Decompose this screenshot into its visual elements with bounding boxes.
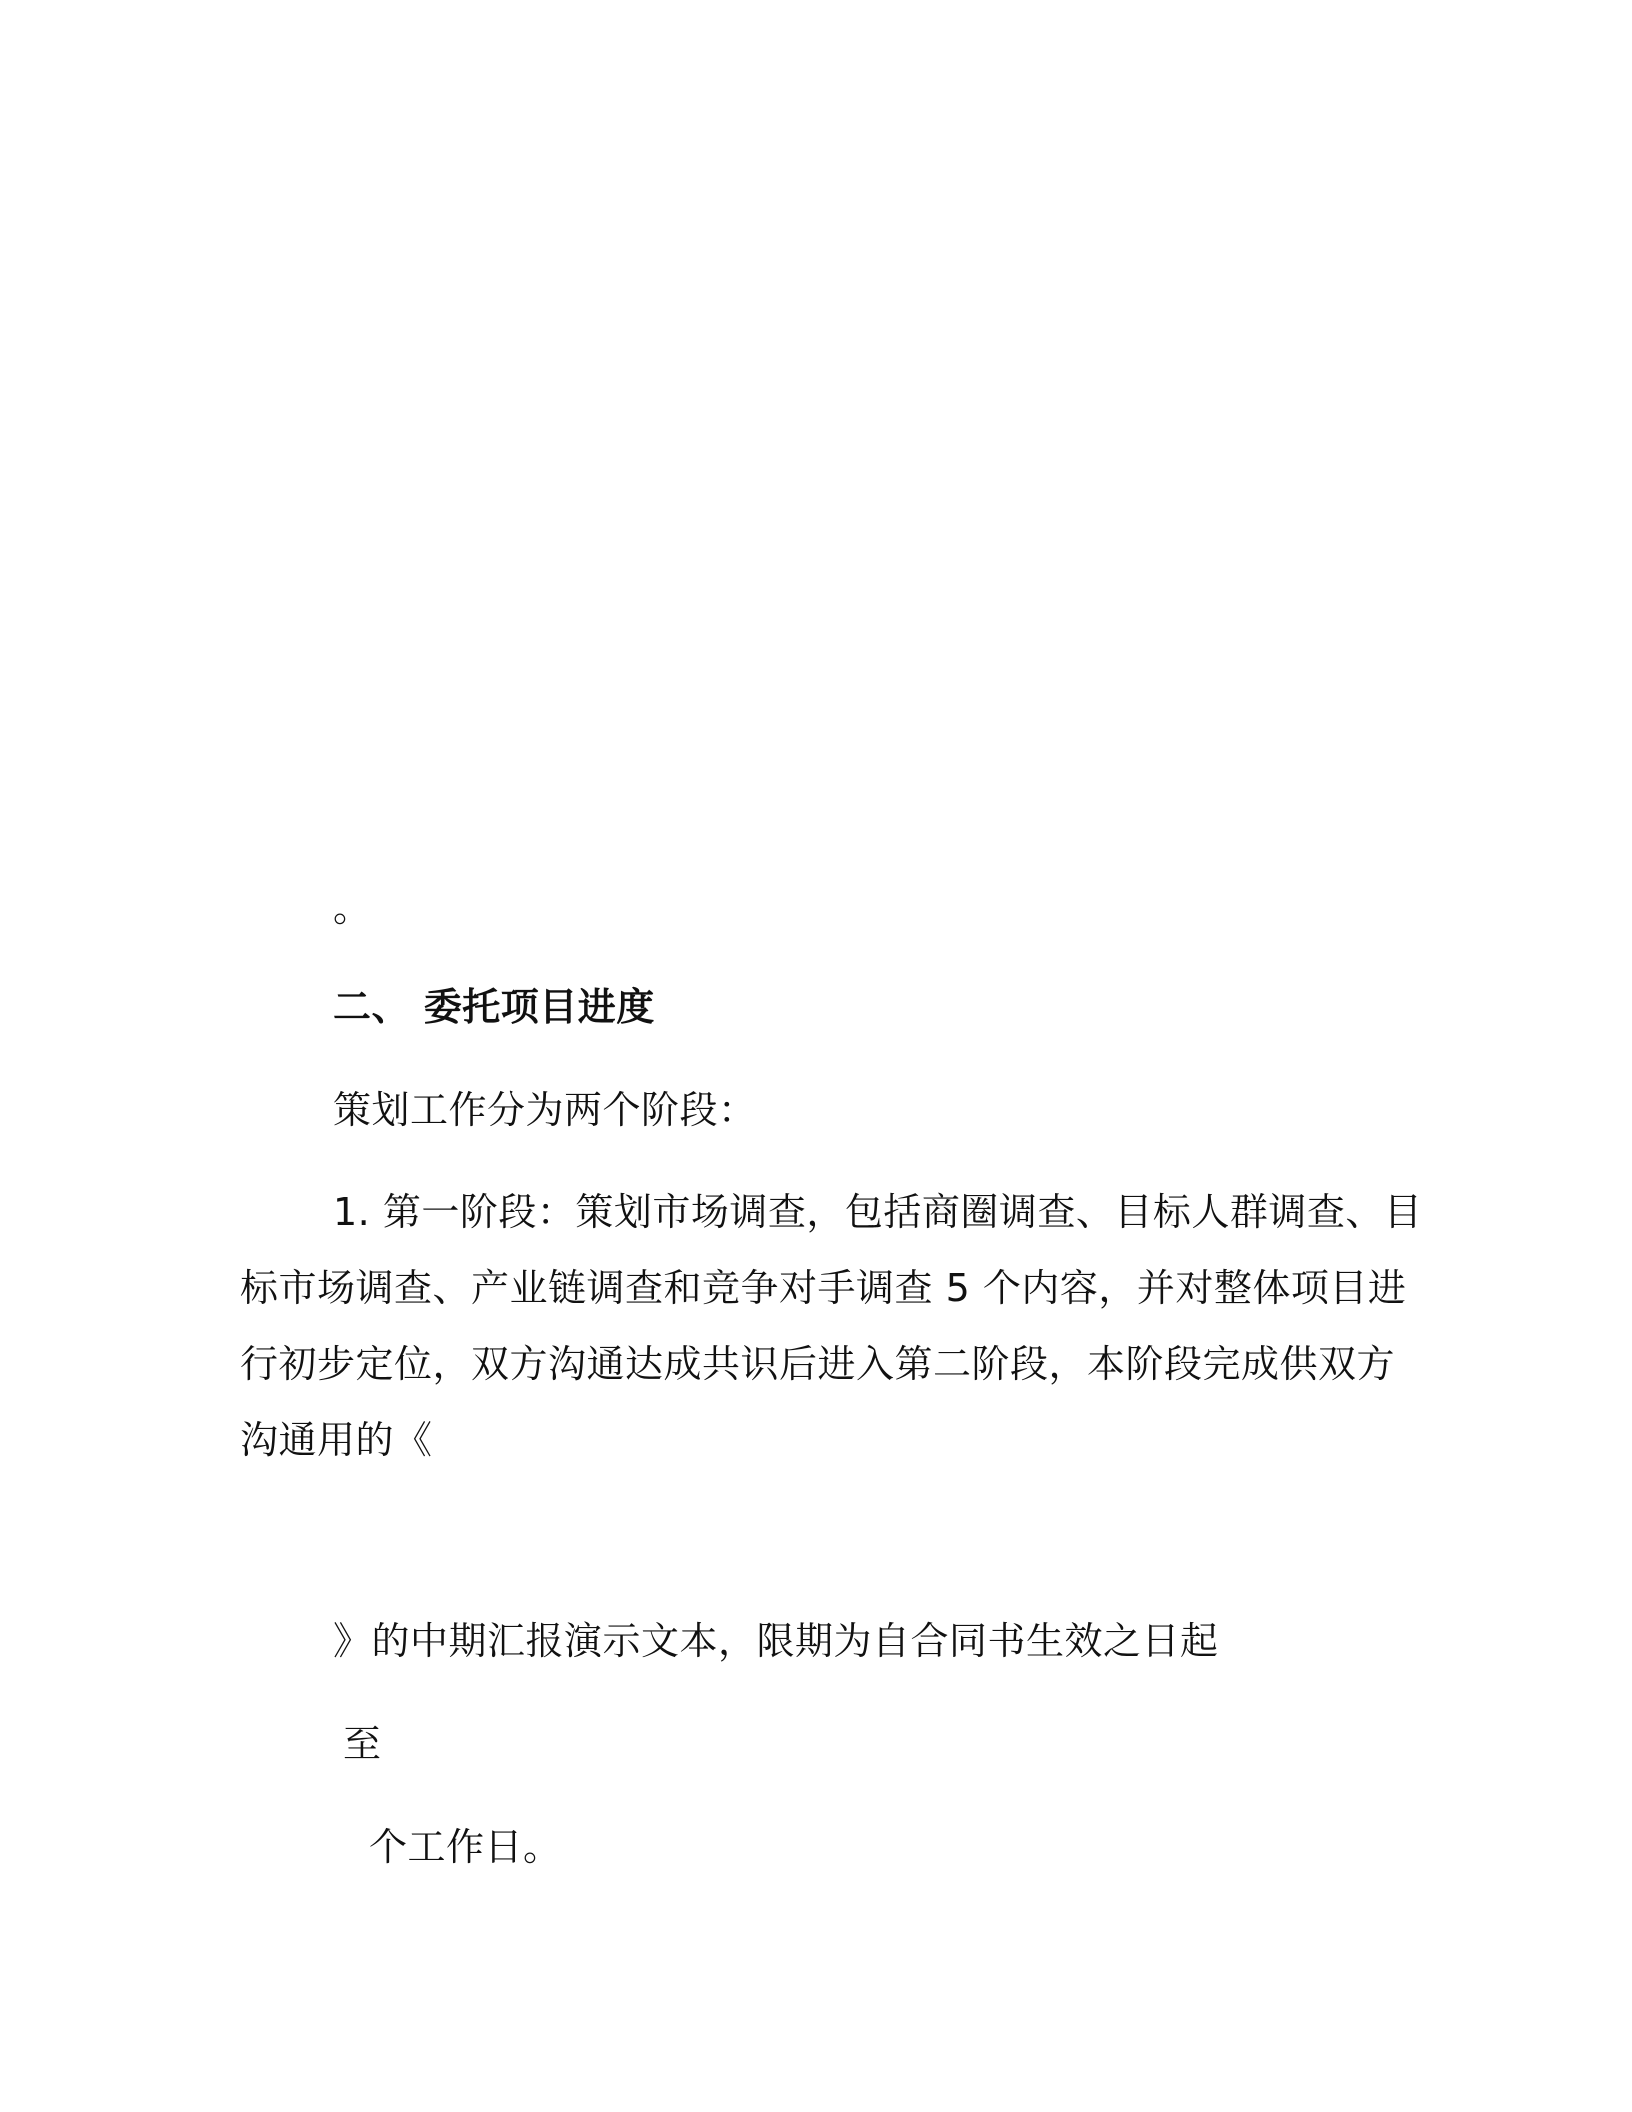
phase1-line: 行初步定位，双方沟通达成共识后进入第二阶段，本阶段完成供双方 xyxy=(240,1342,1396,1386)
phase1-line: 1. 第一阶段：策划市场调查，包括商圈调查、目标人群调查、目 xyxy=(333,1190,1423,1234)
intro-paragraph: 策划工作分为两个阶段： xyxy=(333,1088,757,1132)
to-line: 至 xyxy=(343,1722,382,1766)
report-line: 》的中期汇报演示文本，限期为自合同书生效之日起 xyxy=(333,1619,1219,1663)
phase1-line: 沟通用的《 xyxy=(240,1418,433,1462)
phase1-line: 标市场调查、产业链调查和竞争对手调查 5 个内容，并对整体项目进 xyxy=(240,1266,1407,1310)
section-heading: 二、 委托项目进度 xyxy=(333,985,655,1029)
period-mark: 。 xyxy=(333,886,372,930)
workdays-line: 个工作日。 xyxy=(369,1825,562,1869)
